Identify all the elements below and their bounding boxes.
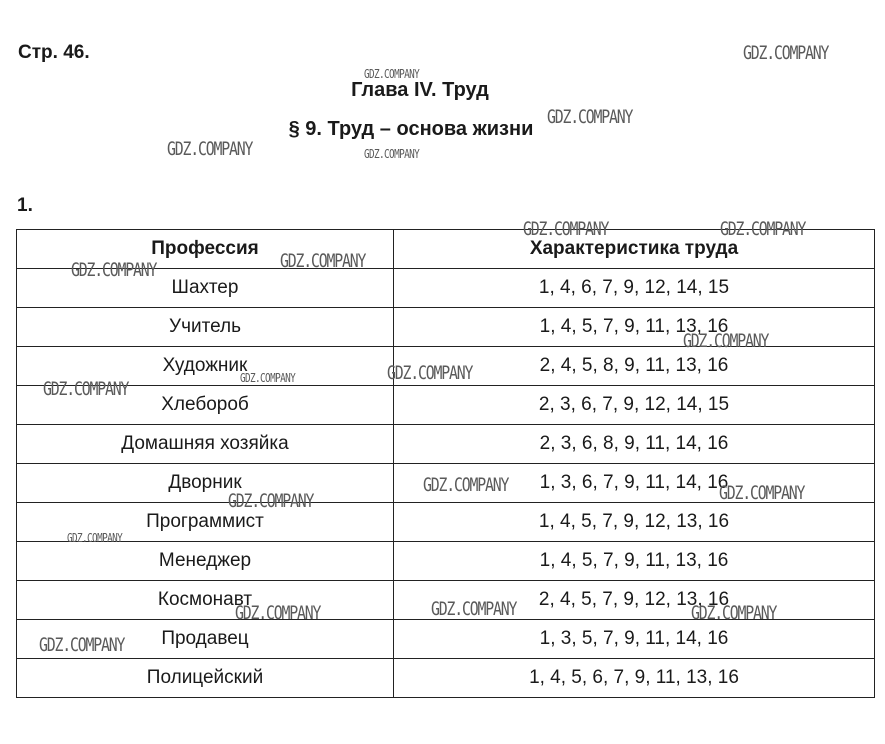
profession-cell: Хлебороб: [17, 386, 394, 425]
watermark: GDZ.COMPANY: [691, 602, 777, 624]
watermark: GDZ.COMPANY: [547, 106, 633, 128]
watermark: GDZ.COMPANY: [364, 67, 420, 81]
profession-cell: Менеджер: [17, 542, 394, 581]
characteristics-cell: 1, 4, 6, 7, 9, 12, 14, 15: [394, 269, 875, 308]
characteristics-cell: 1, 3, 6, 7, 9, 11, 14, 16: [394, 464, 875, 503]
profession-cell: Продавец: [17, 620, 394, 659]
chapter-title: Глава IV. Труд: [351, 79, 489, 101]
characteristics-cell: 1, 4, 5, 7, 9, 11, 13, 16: [394, 542, 875, 581]
profession-cell: Художник: [17, 347, 394, 386]
watermark: GDZ.COMPANY: [720, 218, 806, 240]
table-row: [17, 503, 875, 542]
watermark: GDZ.COMPANY: [240, 371, 296, 385]
watermark: GDZ.COMPANY: [523, 218, 609, 240]
profession-cell: Шахтер: [17, 269, 394, 308]
watermark: GDZ.COMPANY: [431, 598, 517, 620]
watermark: GDZ.COMPANY: [719, 482, 805, 504]
characteristics-cell: 1, 4, 5, 7, 9, 11, 13, 16: [394, 308, 875, 347]
page-number: Стр. 46.: [18, 42, 90, 63]
table-row: [17, 308, 875, 347]
watermark: GDZ.COMPANY: [423, 474, 509, 496]
watermark: GDZ.COMPANY: [43, 378, 129, 400]
watermark: GDZ.COMPANY: [364, 147, 420, 161]
table-row: [17, 659, 875, 698]
profession-cell: Программист: [17, 503, 394, 542]
section-title: § 9. Труд – основа жизни: [288, 118, 534, 140]
watermark: GDZ.COMPANY: [235, 602, 321, 624]
table-row: [17, 581, 875, 620]
table-row: [17, 542, 875, 581]
table-row: [17, 386, 875, 425]
table-row: [17, 464, 875, 503]
characteristics-cell: 2, 3, 6, 7, 9, 12, 14, 15: [394, 386, 875, 425]
watermark: GDZ.COMPANY: [67, 531, 123, 545]
profession-table: [16, 229, 875, 698]
table-row: [17, 347, 875, 386]
watermark: GDZ.COMPANY: [280, 250, 366, 272]
watermark: GDZ.COMPANY: [743, 42, 829, 64]
profession-cell: Дворник: [17, 464, 394, 503]
profession-cell: Полицейский: [17, 659, 394, 698]
profession-cell: Учитель: [17, 308, 394, 347]
task-number: 1.: [17, 195, 33, 216]
watermark: GDZ.COMPANY: [228, 490, 314, 512]
column-header-profession: Профессия: [17, 230, 394, 269]
profession-cell: Космонавт: [17, 581, 394, 620]
characteristics-cell: 2, 4, 5, 8, 9, 11, 13, 16: [394, 347, 875, 386]
watermark: GDZ.COMPANY: [167, 138, 253, 160]
watermark: GDZ.COMPANY: [39, 634, 125, 656]
table-row: [17, 269, 875, 308]
table-row: [17, 425, 875, 464]
column-header-characteristics: Характеристика труда: [394, 230, 875, 269]
watermark: GDZ.COMPANY: [71, 259, 157, 281]
characteristics-cell: 1, 3, 5, 7, 9, 11, 14, 16: [394, 620, 875, 659]
watermark: GDZ.COMPANY: [683, 330, 769, 352]
characteristics-cell: 2, 4, 5, 7, 9, 12, 13, 16: [394, 581, 875, 620]
table-row: [17, 620, 875, 659]
table-header-row: [17, 230, 875, 269]
characteristics-cell: 1, 4, 5, 7, 9, 12, 13, 16: [394, 503, 875, 542]
characteristics-cell: 1, 4, 5, 6, 7, 9, 11, 13, 16: [394, 659, 875, 698]
watermark: GDZ.COMPANY: [387, 362, 473, 384]
profession-cell: Домашняя хозяйка: [17, 425, 394, 464]
characteristics-cell: 2, 3, 6, 8, 9, 11, 14, 16: [394, 425, 875, 464]
